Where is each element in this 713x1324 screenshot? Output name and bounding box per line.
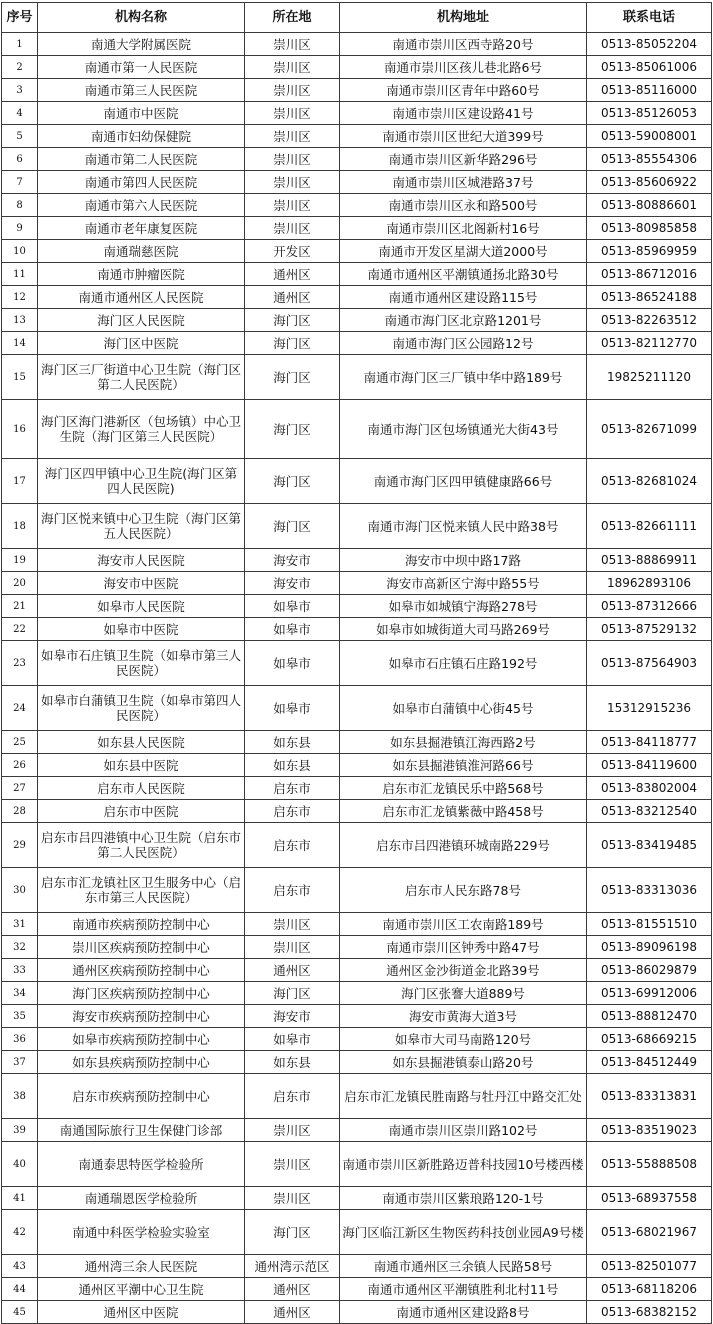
location-cell: 如东县 [245,1051,340,1074]
table-row [2,33,712,56]
institution-name-cell: 南通市中医院 [38,102,245,125]
phone-number-cell: 0513-85061006 [587,56,712,79]
institution-name-cell: 如东县中医院 [38,754,245,777]
institution-name-cell: 南通中科医学检验实验室 [38,1210,245,1255]
address-cell: 启东市人民东路78号 [340,868,587,913]
phone-number-cell: 0513-82671099 [587,400,712,459]
address-cell: 启东市汇龙镇民乐中路568号 [340,777,587,800]
row-number-cell: 13 [2,309,38,332]
row-number-cell: 40 [2,1142,38,1187]
row-number-cell: 43 [2,1255,38,1278]
address-cell: 南通市崇川区工农南路189号 [340,913,587,936]
row-number-cell: 8 [2,194,38,217]
address-cell: 南通市海门区四甲镇健康路66号 [340,459,587,504]
row-number-cell: 30 [2,868,38,913]
address-cell: 如皋市如城街道大司马路269号 [340,618,587,641]
phone-number-cell: 19825211120 [587,355,712,400]
row-number-cell: 15 [2,355,38,400]
table-row [2,194,712,217]
row-number-cell: 19 [2,549,38,572]
phone-number-cell: 0513-82263512 [587,309,712,332]
location-cell: 海安市 [245,549,340,572]
address-cell: 南通市通州区三余镇人民路58号 [340,1255,587,1278]
phone-number-cell: 0513-84512449 [587,1051,712,1074]
location-cell: 如皋市 [245,686,340,731]
table-row [2,102,712,125]
address-cell: 南通市开发区星湖大道2000号 [340,240,587,263]
location-cell: 启东市 [245,1074,340,1119]
col-header-location: 所在地 [245,3,340,33]
location-cell: 启东市 [245,868,340,913]
row-number-cell: 32 [2,936,38,959]
address-cell: 南通市崇川区永和路500号 [340,194,587,217]
phone-number-cell: 0513-80985858 [587,217,712,240]
institution-name-cell: 南通市第四人民医院 [38,171,245,194]
address-cell: 如皋市白蒲镇中心街45号 [340,686,587,731]
address-cell: 南通市崇川区城港路37号 [340,171,587,194]
location-cell: 启东市 [245,800,340,823]
table-row [2,1278,712,1301]
location-cell: 通州区 [245,1278,340,1301]
location-cell: 启东市 [245,823,340,868]
address-cell: 海安市高新区宁海中路55号 [340,572,587,595]
row-number-cell: 29 [2,823,38,868]
table-body [2,33,712,1324]
institution-name-cell: 南通市肿瘤医院 [38,263,245,286]
table-row [2,549,712,572]
address-cell: 如东县掘港镇泰山路20号 [340,1051,587,1074]
row-number-cell: 1 [2,33,38,56]
location-cell: 开发区 [245,240,340,263]
row-number-cell: 37 [2,1051,38,1074]
row-number-cell: 9 [2,217,38,240]
header-row [2,3,712,33]
row-number-cell: 16 [2,400,38,459]
phone-number-cell: 0513-83519023 [587,1119,712,1142]
row-number-cell: 24 [2,686,38,731]
institution-name-cell: 启东市吕四港镇中心卫生院（启东市第二人民医院） [38,823,245,868]
institution-name-cell: 南通市第一人民医院 [38,56,245,79]
location-cell: 崇川区 [245,1187,340,1210]
location-cell: 海门区 [245,504,340,549]
table-row [2,56,712,79]
location-cell: 通州区 [245,286,340,309]
phone-number-cell: 0513-55888508 [587,1142,712,1187]
institution-name-cell: 南通瑞慈医院 [38,240,245,263]
row-number-cell: 34 [2,982,38,1005]
location-cell: 崇川区 [245,913,340,936]
institution-name-cell: 崇川区疾病预防控制中心 [38,936,245,959]
address-cell: 南通市通州区平潮镇胜利北村11号 [340,1278,587,1301]
phone-number-cell: 0513-87564903 [587,641,712,686]
institution-name-cell: 通州区疾病预防控制中心 [38,959,245,982]
phone-number-cell: 0513-82661111 [587,504,712,549]
phone-number-cell: 0513-69912006 [587,982,712,1005]
table-row [2,823,712,868]
institution-name-cell: 如东县疾病预防控制中心 [38,1051,245,1074]
address-cell: 海门区临江新区生物医药科技创业园A9号楼 [340,1210,587,1255]
phone-number-cell: 15312915236 [587,686,712,731]
row-number-cell: 38 [2,1074,38,1119]
phone-number-cell: 0513-85606922 [587,171,712,194]
phone-number-cell: 0513-85126053 [587,102,712,125]
row-number-cell: 10 [2,240,38,263]
table-row [2,868,712,913]
table-row [2,1005,712,1028]
location-cell: 如东县 [245,731,340,754]
row-number-cell: 4 [2,102,38,125]
institution-name-cell: 启东市汇龙镇社区卫生服务中心（启东市第三人民医院） [38,868,245,913]
institution-name-cell: 南通市妇幼保健院 [38,125,245,148]
location-cell: 崇川区 [245,194,340,217]
phone-number-cell: 0513-86712016 [587,263,712,286]
address-cell: 南通市崇川区青年中路60号 [340,79,587,102]
institution-name-cell: 南通国际旅行卫生保健门诊部 [38,1119,245,1142]
institution-name-cell: 启东市人民医院 [38,777,245,800]
phone-number-cell: 18962893106 [587,572,712,595]
row-number-cell: 2 [2,56,38,79]
row-number-cell: 14 [2,332,38,355]
location-cell: 海安市 [245,1005,340,1028]
location-cell: 崇川区 [245,936,340,959]
table-row [2,777,712,800]
institution-name-cell: 南通市通州区人民医院 [38,286,245,309]
address-cell: 南通市崇川区崇川路102号 [340,1119,587,1142]
row-number-cell: 21 [2,595,38,618]
table-row [2,286,712,309]
institution-name-cell: 通州湾三余人民医院 [38,1255,245,1278]
table-row [2,1074,712,1119]
phone-number-cell: 0513-85116000 [587,79,712,102]
row-number-cell: 31 [2,913,38,936]
address-cell: 南通市崇川区孩儿巷北路6号 [340,56,587,79]
address-cell: 海门区张謇大道889号 [340,982,587,1005]
phone-number-cell: 0513-84119600 [587,754,712,777]
phone-number-cell: 0513-87529132 [587,618,712,641]
table-header [2,3,712,33]
address-cell: 启东市汇龙镇民胜南路与牡丹江中路交汇处 [340,1074,587,1119]
row-number-cell: 3 [2,79,38,102]
institution-name-cell: 如皋市疾病预防控制中心 [38,1028,245,1051]
row-number-cell: 41 [2,1187,38,1210]
table-row [2,1051,712,1074]
row-number-cell: 25 [2,731,38,754]
table-row [2,1119,712,1142]
location-cell: 海安市 [245,572,340,595]
phone-number-cell: 0513-82501077 [587,1255,712,1278]
address-cell: 南通市通州区平潮镇通扬北路30号 [340,263,587,286]
institution-name-cell: 如皋市石庄镇卫生院（如皋市第三人民医院） [38,641,245,686]
address-cell: 南通市崇川区紫琅路120-1号 [340,1187,587,1210]
table-row [2,641,712,686]
institution-name-cell: 南通市疾病预防控制中心 [38,913,245,936]
phone-number-cell: 0513-81551510 [587,913,712,936]
location-cell: 如东县 [245,754,340,777]
address-cell: 海安市中坝中路17路 [340,549,587,572]
institution-name-cell: 南通市第二人民医院 [38,148,245,171]
location-cell: 如皋市 [245,618,340,641]
institution-name-cell: 海门区中医院 [38,332,245,355]
address-cell: 南通市崇川区世纪大道399号 [340,125,587,148]
institution-name-cell: 海门区悦来镇中心卫生院（海门区第五人民医院） [38,504,245,549]
row-number-cell: 28 [2,800,38,823]
institution-name-cell: 海门区三厂街道中心卫生院（海门区第二人民医院） [38,355,245,400]
phone-number-cell: 0513-83313831 [587,1074,712,1119]
table-row [2,1301,712,1324]
phone-number-cell: 0513-82112770 [587,332,712,355]
table-row [2,217,712,240]
table-row [2,572,712,595]
row-number-cell: 17 [2,459,38,504]
institution-name-cell: 海门区四甲镇中心卫生院(海门区第四人民医院) [38,459,245,504]
location-cell: 崇川区 [245,125,340,148]
institution-name-cell: 南通大学附属医院 [38,33,245,56]
table-row [2,959,712,982]
institution-name-cell: 如皋市中医院 [38,618,245,641]
institution-table [1,2,712,1324]
address-cell: 南通市崇川区新华路296号 [340,148,587,171]
table-row [2,171,712,194]
phone-number-cell: 0513-68021967 [587,1210,712,1255]
location-cell: 崇川区 [245,33,340,56]
address-cell: 南通市海门区包场镇通光大街43号 [340,400,587,459]
phone-number-cell: 0513-85969959 [587,240,712,263]
phone-number-cell: 0513-68382152 [587,1301,712,1324]
phone-number-cell: 0513-86524188 [587,286,712,309]
institution-name-cell: 海门区疾病预防控制中心 [38,982,245,1005]
address-cell: 南通市崇川区西寺路20号 [340,33,587,56]
location-cell: 海门区 [245,459,340,504]
location-cell: 海门区 [245,400,340,459]
table-row [2,1142,712,1187]
table-row [2,148,712,171]
institution-name-cell: 通州区中医院 [38,1301,245,1324]
col-header-institution-name: 机构名称 [38,3,245,33]
table-row [2,504,712,549]
address-cell: 南通市通州区建设路115号 [340,286,587,309]
location-cell: 崇川区 [245,171,340,194]
table-row [2,79,712,102]
institution-name-cell: 海安市疾病预防控制中心 [38,1005,245,1028]
table-row [2,618,712,641]
address-cell: 通州区金沙街道金北路39号 [340,959,587,982]
institution-name-cell: 南通瑞恩医学检验所 [38,1187,245,1210]
table-row [2,731,712,754]
table-row [2,1210,712,1255]
address-cell: 海安市黄海大道3号 [340,1005,587,1028]
location-cell: 如皋市 [245,641,340,686]
institution-name-cell: 如皋市白蒲镇卫生院（如皋市第四人民医院） [38,686,245,731]
location-cell: 如皋市 [245,595,340,618]
address-cell: 南通市海门区公园路12号 [340,332,587,355]
phone-number-cell: 0513-82681024 [587,459,712,504]
location-cell: 崇川区 [245,1142,340,1187]
location-cell: 崇川区 [245,102,340,125]
row-number-cell: 33 [2,959,38,982]
row-number-cell: 18 [2,504,38,549]
phone-number-cell: 0513-68118206 [587,1278,712,1301]
phone-number-cell: 0513-87312666 [587,595,712,618]
table-row [2,309,712,332]
location-cell: 通州区 [245,1301,340,1324]
address-cell: 南通市海门区三厂镇中华中路189号 [340,355,587,400]
row-number-cell: 5 [2,125,38,148]
table-row [2,800,712,823]
address-cell: 启东市汇龙镇紫薇中路458号 [340,800,587,823]
table-row [2,982,712,1005]
row-number-cell: 20 [2,572,38,595]
address-cell: 南通市崇川区钟秀中路47号 [340,936,587,959]
location-cell: 崇川区 [245,217,340,240]
row-number-cell: 36 [2,1028,38,1051]
phone-number-cell: 0513-88869911 [587,549,712,572]
institution-name-cell: 海安市人民医院 [38,549,245,572]
col-header-number: 序号 [2,3,38,33]
table-row [2,913,712,936]
table-row [2,332,712,355]
row-number-cell: 7 [2,171,38,194]
row-number-cell: 42 [2,1210,38,1255]
row-number-cell: 35 [2,1005,38,1028]
location-cell: 崇川区 [245,79,340,102]
location-cell: 海门区 [245,355,340,400]
location-cell: 启东市 [245,777,340,800]
institution-name-cell: 南通市第三人民医院 [38,79,245,102]
institution-name-cell: 启东市疾病预防控制中心 [38,1074,245,1119]
col-header-address: 机构地址 [340,3,587,33]
row-number-cell: 26 [2,754,38,777]
address-cell: 南通市崇川区新胜路迈普科技园10号楼西楼 [340,1142,587,1187]
address-cell: 如皋市石庄镇石庄路192号 [340,641,587,686]
table-row [2,595,712,618]
row-number-cell: 12 [2,286,38,309]
row-number-cell: 44 [2,1278,38,1301]
phone-number-cell: 0513-80886601 [587,194,712,217]
location-cell: 海门区 [245,1210,340,1255]
address-cell: 启东市吕四港镇环城南路229号 [340,823,587,868]
location-cell: 崇川区 [245,1119,340,1142]
table-row [2,240,712,263]
phone-number-cell: 0513-83313036 [587,868,712,913]
location-cell: 海门区 [245,982,340,1005]
location-cell: 通州区 [245,263,340,286]
institution-name-cell: 南通市第六人民医院 [38,194,245,217]
institution-name-cell: 通州区平潮中心卫生院 [38,1278,245,1301]
phone-number-cell: 0513-89096198 [587,936,712,959]
institution-name-cell: 启东市中医院 [38,800,245,823]
row-number-cell: 22 [2,618,38,641]
address-cell: 南通市海门区北京路1201号 [340,309,587,332]
location-cell: 崇川区 [245,56,340,79]
phone-number-cell: 0513-85052204 [587,33,712,56]
address-cell: 如东县掘港镇江海西路2号 [340,731,587,754]
row-number-cell: 27 [2,777,38,800]
institution-name-cell: 海安市中医院 [38,572,245,595]
institution-name-cell: 南通市老年康复医院 [38,217,245,240]
phone-number-cell: 0513-88812470 [587,1005,712,1028]
location-cell: 通州湾示范区 [245,1255,340,1278]
address-cell: 如东县掘港镇淮河路66号 [340,754,587,777]
institution-name-cell: 南通泰思特医学检验所 [38,1142,245,1187]
table-row [2,686,712,731]
table-row [2,355,712,400]
row-number-cell: 23 [2,641,38,686]
table-row [2,1187,712,1210]
location-cell: 通州区 [245,959,340,982]
table-row [2,125,712,148]
col-header-phone: 联系电话 [587,3,712,33]
phone-number-cell: 0513-85554306 [587,148,712,171]
phone-number-cell: 0513-59008001 [587,125,712,148]
institution-name-cell: 如东县人民医院 [38,731,245,754]
institution-name-cell: 如皋市人民医院 [38,595,245,618]
location-cell: 海门区 [245,309,340,332]
table-row [2,459,712,504]
address-cell: 如皋市大司马南路120号 [340,1028,587,1051]
table-row [2,754,712,777]
row-number-cell: 11 [2,263,38,286]
address-cell: 南通市海门区悦来镇人民中路38号 [340,504,587,549]
row-number-cell: 39 [2,1119,38,1142]
location-cell: 崇川区 [245,148,340,171]
phone-number-cell: 0513-68669215 [587,1028,712,1051]
row-number-cell: 6 [2,148,38,171]
address-cell: 南通市崇川区北阁新村16号 [340,217,587,240]
phone-number-cell: 0513-84118777 [587,731,712,754]
phone-number-cell: 0513-83419485 [587,823,712,868]
phone-number-cell: 0513-86029879 [587,959,712,982]
table-row [2,263,712,286]
address-cell: 南通市崇川区建设路41号 [340,102,587,125]
row-number-cell: 45 [2,1301,38,1324]
address-cell: 南通市通州区建设路8号 [340,1301,587,1324]
table-row [2,1255,712,1278]
table-row [2,400,712,459]
table-row [2,1028,712,1051]
location-cell: 如皋市 [245,1028,340,1051]
table-row [2,936,712,959]
address-cell: 如皋市如城镇宁海路278号 [340,595,587,618]
institution-name-cell: 海门区海门港新区（包场镇）中心卫生院（海门区第三人民医院） [38,400,245,459]
phone-number-cell: 0513-83212540 [587,800,712,823]
phone-number-cell: 0513-83802004 [587,777,712,800]
institution-name-cell: 海门区人民医院 [38,309,245,332]
phone-number-cell: 0513-68937558 [587,1187,712,1210]
location-cell: 海门区 [245,332,340,355]
